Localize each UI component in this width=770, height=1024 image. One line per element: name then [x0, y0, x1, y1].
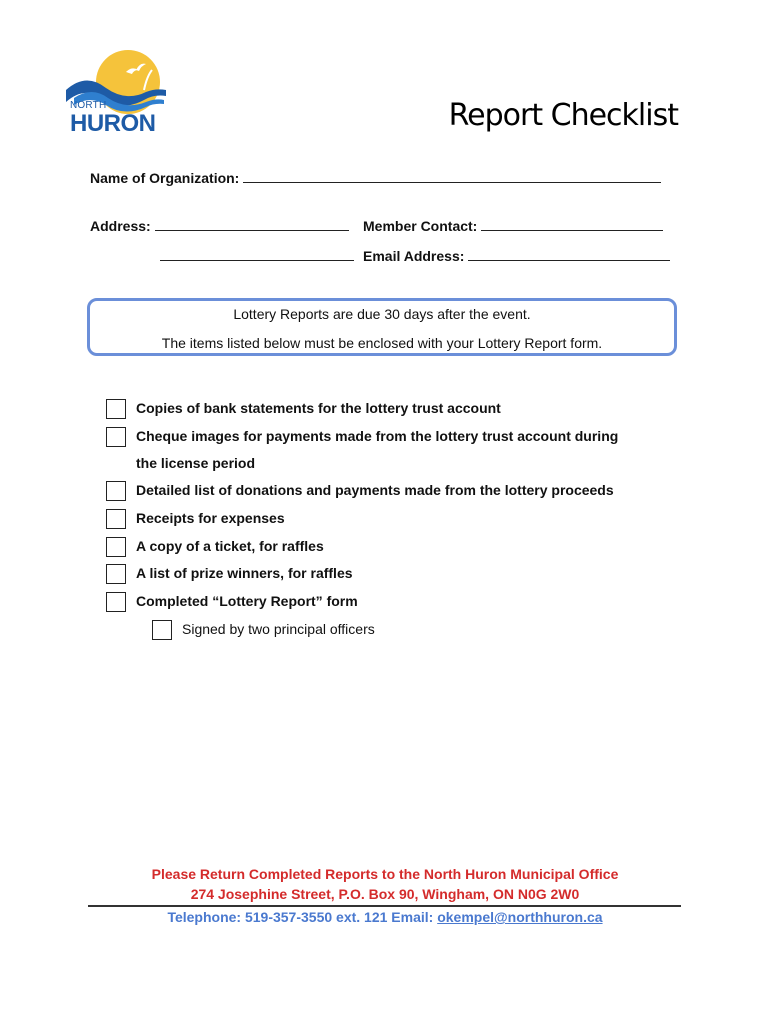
footer-divider [88, 905, 681, 907]
member-contact-label: Member Contact: [363, 218, 478, 234]
organization-field [90, 170, 661, 186]
notice-box [87, 298, 677, 356]
address-field [90, 218, 349, 234]
notice-line-1: Lottery Reports are due 30 days after the event. [233, 306, 531, 322]
checklist-item-text: Receipts for expenses [136, 510, 285, 526]
checkbox[interactable] [106, 537, 126, 557]
checklist-item-text: Cheque images for payments made from the lottery trust account during [136, 428, 619, 444]
checklist-item-text: Copies of bank statements for the lottery trust account [136, 400, 501, 416]
checklist-item-text: A list of prize winners, for raffles [136, 565, 353, 581]
checkbox[interactable] [106, 592, 126, 612]
checkbox[interactable] [106, 481, 126, 501]
footer-contact [0, 909, 770, 925]
email-label: Email Address: [363, 248, 465, 264]
footer-email-link[interactable]: okempel@northhuron.ca [437, 909, 603, 925]
organization-label: Name of Organization: [90, 170, 240, 186]
checklist-item-text: Completed “Lottery Report” form [136, 593, 358, 609]
checklist-sub-item-text: Signed by two principal officers [182, 621, 375, 637]
checkbox[interactable] [106, 509, 126, 529]
checkbox[interactable] [106, 399, 126, 419]
footer-address: 274 Josephine Street, P.O. Box 90, Wingham, ON N0G 2W0 [190, 886, 580, 902]
address-line-2[interactable] [160, 248, 354, 261]
page-title: Report Checklist [448, 98, 678, 133]
notice-line-2: The items listed below must be enclosed with your Lottery Report form. [161, 335, 603, 351]
address-label: Address: [90, 218, 151, 234]
logo-big-text: HURON [70, 110, 156, 137]
footer-phone: Telephone: 519-357-3550 ext. 121 Email: [167, 909, 438, 925]
member-contact-field [363, 218, 663, 234]
checklist-item-continuation: the license period [136, 455, 256, 471]
email-field [363, 248, 670, 264]
address-field-2 [160, 248, 354, 264]
email-line[interactable] [468, 248, 670, 261]
checkbox[interactable] [106, 564, 126, 584]
organization-line[interactable] [243, 170, 661, 183]
checkbox[interactable] [106, 427, 126, 447]
footer-return-text: Please Return Completed Reports to the North Huron Municipal Office [151, 866, 619, 882]
checklist-item-text: Detailed list of donations and payments made from the lottery proceeds [136, 482, 614, 498]
member-contact-line[interactable] [481, 218, 663, 231]
logo-small-text: NORTH [70, 100, 107, 111]
checklist-item-text: A copy of a ticket, for raffles [136, 538, 324, 554]
checkbox[interactable] [152, 620, 172, 640]
address-line-1[interactable] [155, 218, 349, 231]
